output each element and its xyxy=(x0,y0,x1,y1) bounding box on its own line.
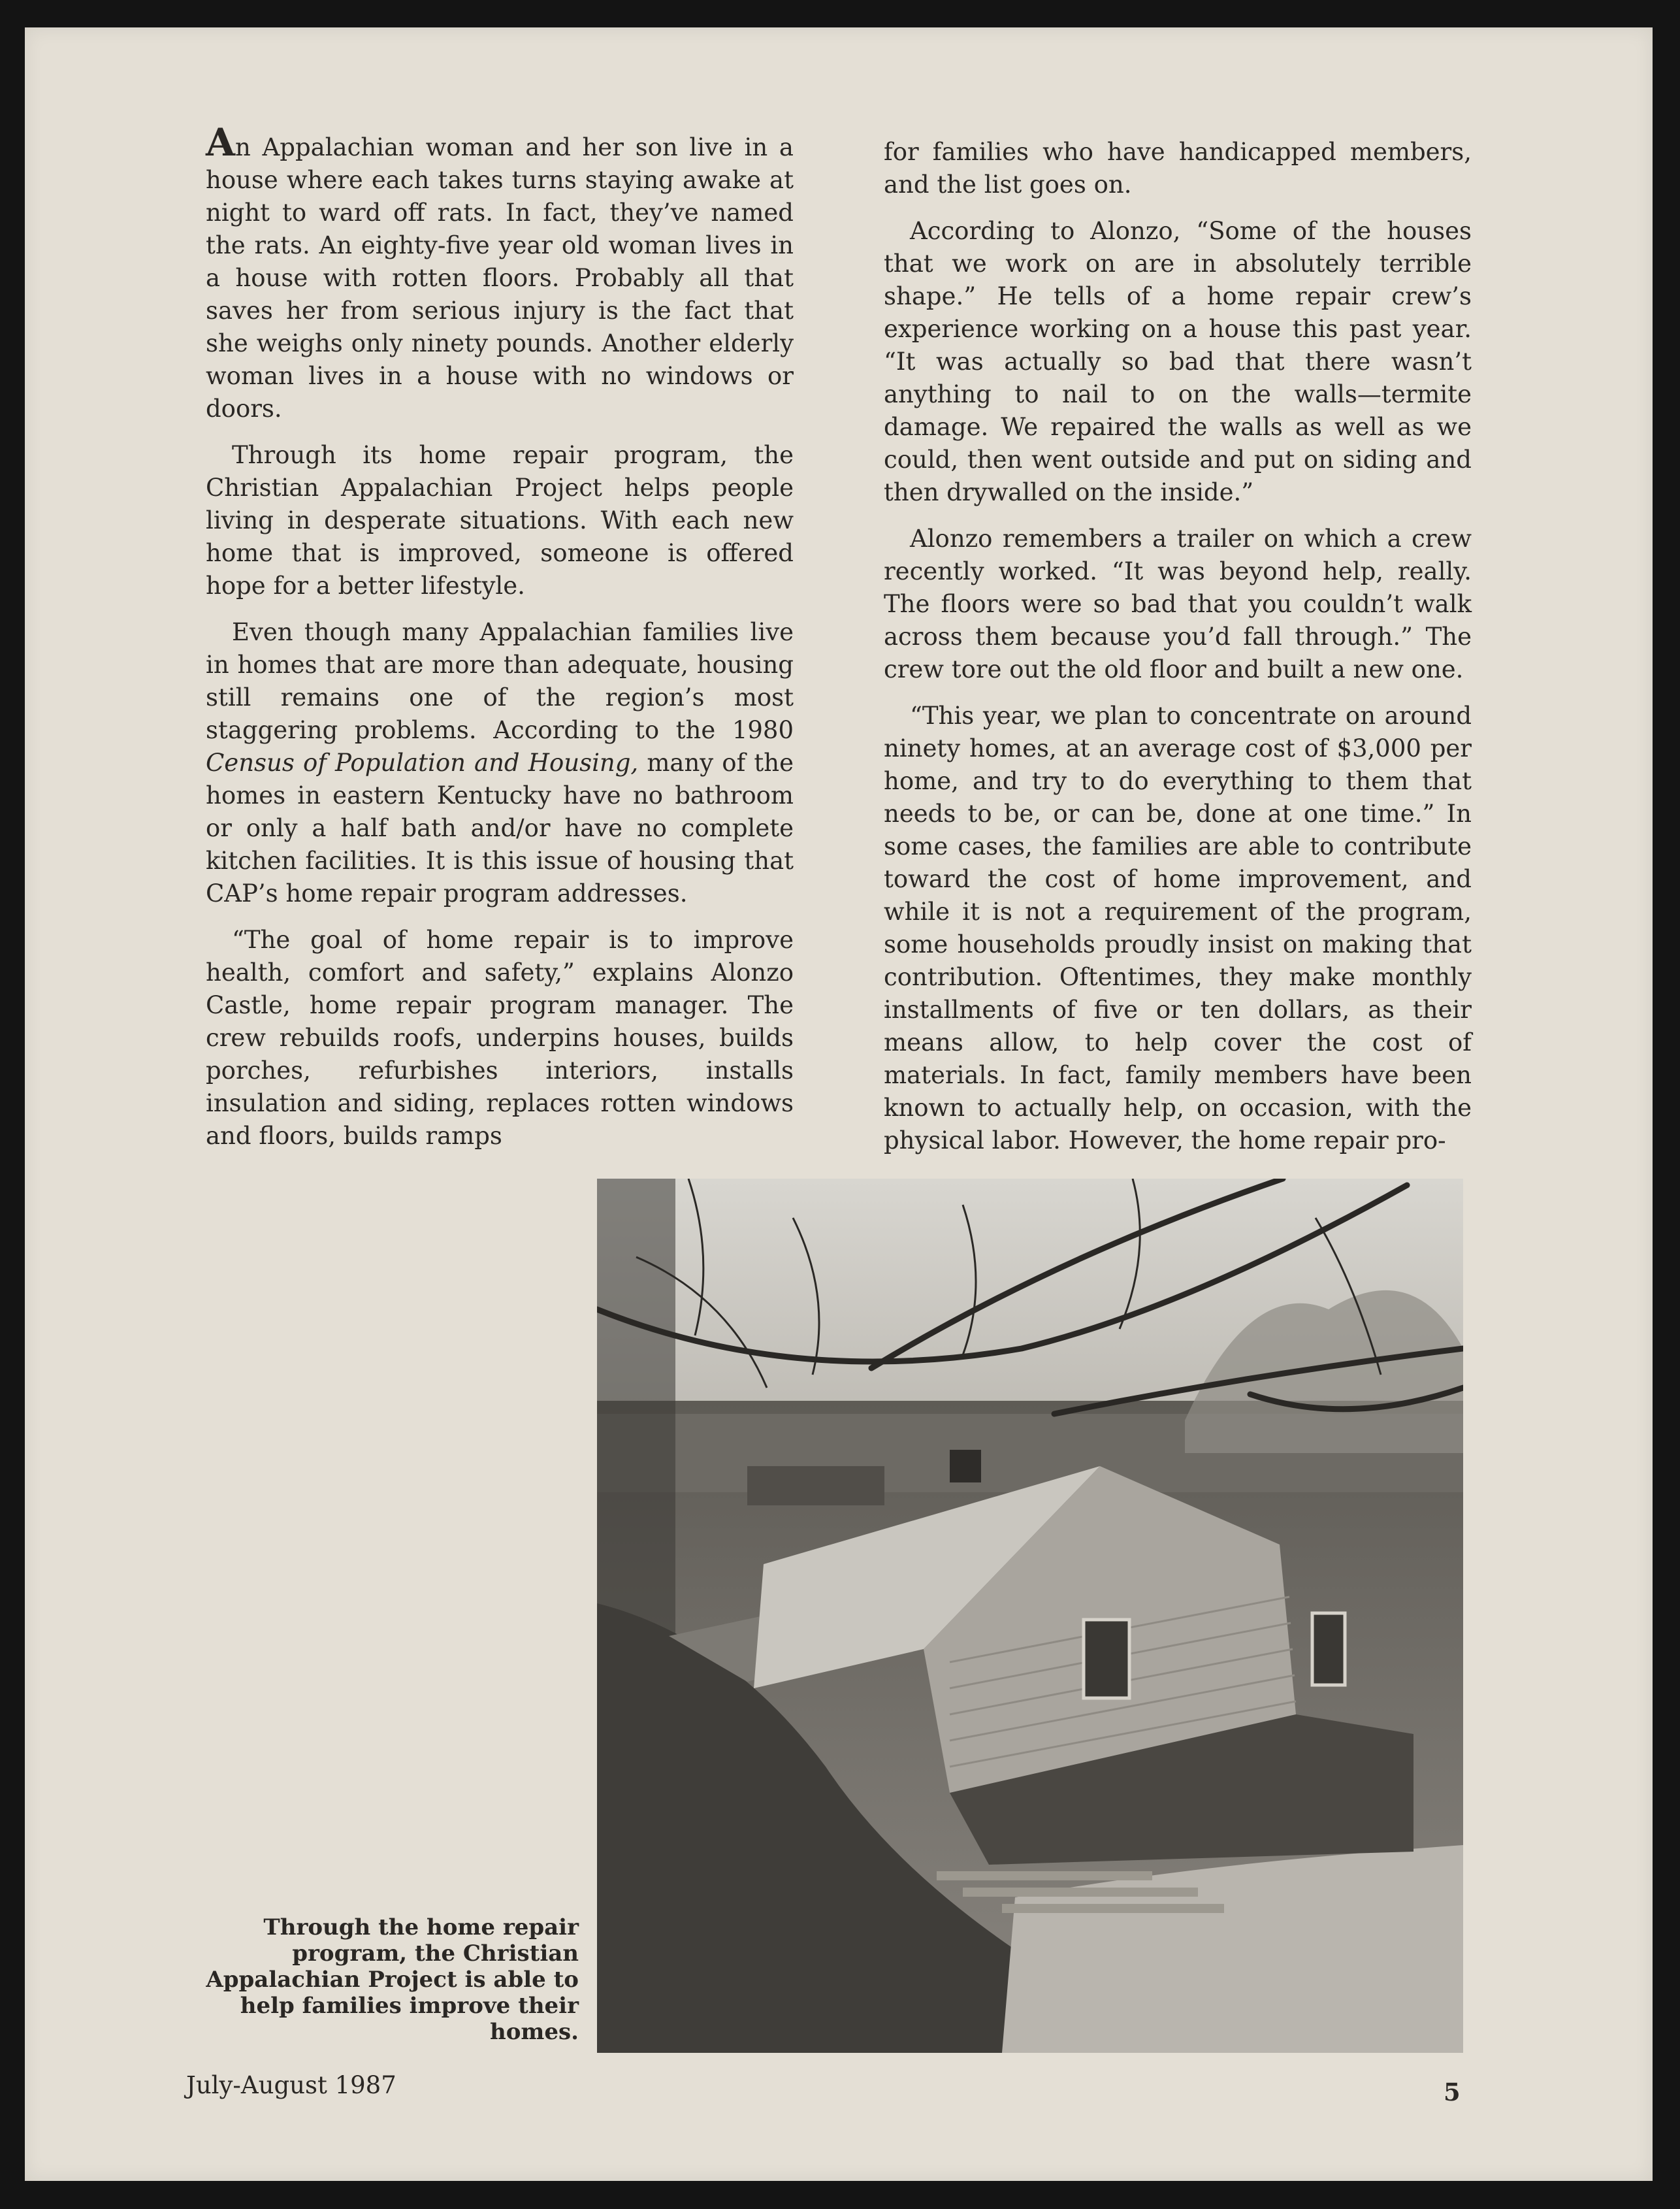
page-number: 5 xyxy=(1444,2078,1461,2106)
article-column-right xyxy=(884,136,1472,1171)
paragraph-text: Even though many Appalachian families live in homes that are more than adequate, housing still remains one of the region’s most staggering problems. According to the 1980 xyxy=(206,618,794,744)
paragraph-text: many of the homes in eastern Kentucky have no bathroom or only a half bath and/or have no complete kitchen facilities. It is this issue of housing that CAP’s home repair program addresses. xyxy=(206,749,794,908)
paragraph: “This year, we plan to concentrate on around ninety homes, at an average cost of $3,000 per home, and try to do everything to them that needs to be, or can be, done at one time.” In some cases, the families are able to contribute toward the cost of home improvement, and while it is not a requirement of the program, some households proudly insist on making that contribution. Oftentimes, they make monthly installments of five or ten dollars, as their means allow, to help cover the cost of materials. In fact, family members have been known to actually help, on occasion, with the physical labor. However, the home repair pro- xyxy=(884,702,1472,1154)
paragraph: for families who have handicapped members, and the list goes on. xyxy=(884,138,1472,199)
photo-caption: Through the home repair program, the Christian Appalachian Project is able to help families improve their homes. xyxy=(206,1914,579,2045)
paragraph xyxy=(206,120,794,425)
house-photo xyxy=(597,1179,1463,2053)
paragraph xyxy=(206,616,794,910)
house-photo-illustration xyxy=(597,1179,1463,2053)
paragraph: Alonzo remembers a trailer on which a crew recently worked. “It was beyond help, really. The floors were so bad that you couldn’t walk across them because you’d fall through.” The crew tore out the old floor and built a new one. xyxy=(884,525,1472,683)
paragraph-text: n Appalachian woman and her son live in a house where each takes turns staying awake at night to ward off rats. In fact, they’ve named the rats. An eighty-five year old woman lives in a house with rotten floors. Probably all that saves her from serious injury is the fact that she weighs only ninety pounds. Another elderly woman lives in a house with no windows or doors. xyxy=(206,133,794,423)
article-column-left xyxy=(206,120,794,1166)
paragraph: “The goal of home repair is to improve health, comfort and safety,” explains Alonzo Castle, home repair program manager. The crew rebuilds roofs, underpins houses, builds porches, refurbishes interiors, installs insulation and siding, replaces rotten windows and floors, builds ramps xyxy=(206,926,794,1150)
paragraph: According to Alonzo, “Some of the houses that we work on are in absolutely terrible shape.” He tells of a home repair crew’s experience working on a house this past year. “It was actually so bad that there wasn’t anything to nail to on the walls—termite damage. We repaired the walls as well as we could, then went outside and put on siding and then drywalled on the inside.” xyxy=(884,217,1472,506)
census-title: Census of Population and Housing, xyxy=(206,749,639,777)
paragraph: Through its home repair program, the Christian Appalachian Project helps people living in desperate situations. With each new home that is improved, someone is offered hope for a better lifestyle. xyxy=(206,441,794,600)
drop-cap: A xyxy=(206,120,236,165)
magazine-page xyxy=(25,27,1653,2181)
issue-date: July-August 1987 xyxy=(186,2071,396,2099)
